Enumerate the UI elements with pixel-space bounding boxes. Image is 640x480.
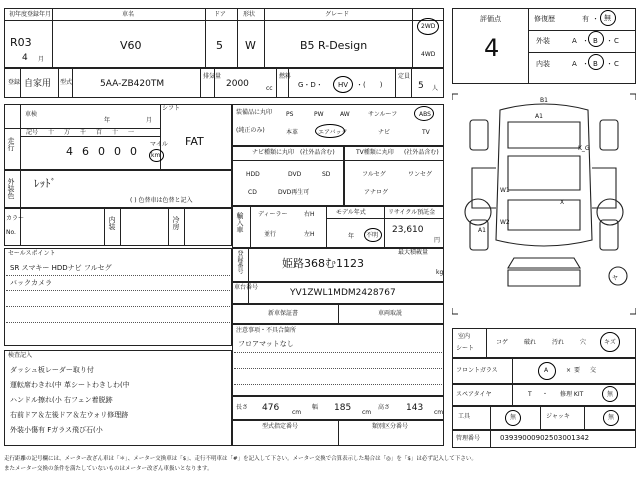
equip-item-1: PW [314,111,324,118]
equip-item-3: サンルーフ [368,111,398,118]
odo-digit-1: 6 [82,145,89,158]
ext-b: B [593,37,598,45]
glass-a: A [544,367,549,374]
footer-line-2: またメーター交換の条件を満たしていないものはメーター改ざん車扱いとなります。 [4,466,213,472]
tv-label: TV種類に丸印 [356,149,394,156]
cc-unit: cc [266,85,273,92]
dmg-ya: ヤ [612,275,619,282]
length-label: 長さ [236,404,249,411]
int-color-label: カラー [6,215,25,222]
int-label: 内装 [536,60,550,68]
width-label: 幅 [312,404,319,411]
plate-label: 登録番号 [236,250,243,274]
glass-exch: 要 [574,367,581,374]
odo-hdr-0: 十 [48,129,55,136]
shape: W [245,39,256,52]
rep-none: 無 [604,14,611,22]
int-c: C [614,60,619,68]
type-designation: 型式指定番号 [262,423,299,430]
navi-item-3: CD [248,189,257,196]
parallel: 並行 [264,231,277,238]
width-cm: cm [362,409,372,416]
inspector-line-2: 運転席わきれ(中 革シートわきしわ(中 [10,381,130,389]
grade: B5 R-Design [300,39,368,52]
auction-sheet: 初年度登録年月 車名 ドア 形状 グレード R03 4 月 V60 5 W B5 R-Design 2WD 4WD 登録 自家用 型式 5AA-ZB420TM 排気量 2000 cc 燃料 G・D・ HV ・( ) 定員 5 人 評価点 4 修復歴 有 ・ 無 外装 A ・ B ・ C 内装 A ・ B ・ C 車検 年 月 シフト FAT 走行 記号 十 万 千 百 十 一 4 6 0 0 0 マイル km 外装色 ﾚｯﾄﾞ ( ) 色替車は色替と記入 カラー No. 内装 冷房 セールスポイント SR スマキー HDDナビ フルセグ バックカメラ 検査記入 ダッシュ板レーダー取り付 運転席わきれ(中 革シートわきしわ(中 ハンドル擦れ(小 右フェン着脱跡 右前ドア＆左後ドア＆左ウォリ修理跡 外装小傷有 Fガラス飛び石(小 装備品に丸印 (純正のみ) PS PW AW サンルーフ ABS 本革 エアバック ナビ TV ナビ種類に丸印 (社外品含む) TV種類に丸印 (社外品含む) HDD DVD SD CD DVD再生可 フルセグ ワンセグ アナログ 輸入車 ディーラー 右H 並行 左H モデル年式 年 不明 リサイクル預託金 23,610 円 登録番号 姫路368む1123 最大積載量 kg 車台番号 YV1ZWL1MDM2428767 新車保証書 車両取説 注意事項・不具合箇所 フロアマットなし 長さ 476 cm 幅 185 cm 高さ 143 cm 型式指定番号 類別区分番号 B1 A1 K_G W1 W2 A1 ヤ X 室内 シート コゲ 破れ 汚れ 穴 キズ フロントガラス A × 要 交 スペアタイヤ T ・ 修理 KIT 無 工具 無 ジャッキ 無 管理番号 03939000902503001342 走行距離の記号欄には、メーター改ざん車は「＊」、メーター交換車は「$」、走行不明車は「#」を記入して下さい。メーター交換で合算表示した場合は「◎」を「$」は必ず記入して下さい。 またメーター交換の条件を満たしていないものはメーター改ざん車扱いとなります。 [0,0,640,480]
int-label-v: 内装 [108,216,116,230]
model-year-unknown: 不明 [366,232,379,239]
dmg-b1: B1 [540,97,548,104]
dealer: ディーラー [258,211,288,218]
equip-item-7: ナビ [378,129,391,136]
dmg-x: X [560,199,565,206]
navi-label: ナビ種類に丸印 [252,149,295,156]
navi-item-0: HDD [246,171,260,178]
manage-number: 03939000902503001342 [500,434,590,442]
interior-label-2: シート [456,345,475,352]
glass-label: フロントガラス [456,367,498,374]
ext-label: 外装 [536,37,550,45]
ext-a: A [572,37,577,45]
height-label: 高さ [378,404,391,411]
int-color-box [4,208,232,246]
jack-label: ジャッキ [546,413,570,420]
disp-label: 排気量 [203,73,222,80]
dmg-a1-top: A1 [535,113,543,120]
interior-item-2: 汚れ [552,339,565,346]
spare-label: スペアタイヤ [456,391,492,398]
import-label: 輸入車 [236,212,244,233]
fuel-rest: ・( ) [356,81,383,89]
tv-item-0: フルセグ [362,171,386,178]
interior-item-4: キズ [604,339,616,346]
capacity: 5 [418,81,424,91]
tv-item-2: アナログ [364,189,389,196]
dmg-w2: W2 [500,219,510,226]
equip-item-2: AW [340,111,350,118]
mileage-label: 走行 [7,137,15,151]
equip-item-5: 本革 [286,129,299,136]
tv-note: (社外品含む) [404,149,439,156]
rhd: 右H [304,211,315,218]
chassis-number: YV1ZWL1MDM2428767 [290,288,396,298]
month: 4 [22,53,28,63]
int-color-no: No. [6,229,16,236]
dmg-kg: K_G [578,145,590,152]
jack-none: 無 [608,414,615,421]
footer-line-1: 走行距離の記号欄には、メーター改ざん車は「＊」、メーター交換車は「$」、走行不明車は「#」を記入して下さい。メーター交換で合算表示した場合は「◎」を「$」は必ず記入して下さい。 [4,456,477,462]
fuel-opts: G・D・ [298,81,323,89]
odo-hdr-2: 千 [80,129,87,136]
notes-value: フロアマットなし [238,340,294,348]
inspection-year-unit: 年 [104,117,111,124]
drive-2wd: 2WD [421,23,436,30]
warranty: 新車保証書 [268,310,299,317]
navi-note: (社外品含む) [300,149,335,156]
spare-kit: 修理 KIT [560,391,584,398]
length-cm: cm [292,409,302,416]
odo-digit-0: 4 [66,145,73,158]
car-name: V60 [120,39,142,52]
tools-label: 工具 [458,413,471,420]
odo-hdr-1: 万 [64,129,71,136]
odo-digit-2: 0 [98,145,105,158]
interior-label-1: 室内 [458,333,471,340]
car-name-label: 車名 [122,11,135,18]
model-year-unit: 年 [348,233,355,240]
sales-label: セールスポイント [8,250,56,257]
month-unit: 月 [38,56,45,63]
ext-c: C [614,37,619,45]
glass-swap: 交 [590,367,597,374]
dmg-a1-left: A1 [478,227,486,234]
inspection-label: 車検 [25,111,38,118]
color-note: ( ) 色替車は色替と記入 [130,197,193,204]
dmg-w1: W1 [500,187,510,194]
model-code: 5AA-ZB420TM [100,79,165,89]
cap-unit: 人 [432,85,439,92]
inspector-label: 検査記入 [8,352,33,359]
equip-item-6: エアバック [318,129,348,136]
manage-label: 管理番号 [456,435,481,442]
recycle-amount: 23,610 [392,225,424,235]
recycle-label: リサイクル預託金 [388,209,436,216]
inspector-line-4: 右前ドア＆左後ドア＆左ウォリ修理跡 [10,411,129,419]
score: 4 [484,34,500,62]
manual: 車両取説 [378,310,403,317]
model-year-label: モデル年式 [336,209,366,216]
model-label: 型式 [60,79,73,86]
fuel-hv: HV [338,81,349,89]
reg-year-label: 初年度登録年月 [9,11,52,18]
cap-label: 定員 [398,73,411,80]
sales-line-2: バックカメラ [10,279,52,287]
doors: 5 [216,39,223,52]
rep-yes: 有 [582,15,589,23]
kg: kg [436,269,444,276]
tv-item-1: ワンセグ [408,171,433,178]
equip-item-0: PS [286,111,294,118]
navi-item-4: DVD再生可 [278,189,310,196]
maxload-label: 最大積載量 [398,249,429,256]
navi-item-1: DVD [288,171,302,178]
glass-x: × [566,367,572,374]
shift-value: FAT [185,135,204,148]
height: 143 [406,403,424,413]
height-cm: cm [434,409,444,416]
plate-number: 姫路368む1123 [282,257,364,270]
interior-item-0: コゲ [496,339,509,346]
car-damage-diagram [452,90,636,318]
chassis-label: 車台番号 [234,284,259,291]
use-type: 自家用 [24,79,52,89]
era-year: R03 [10,36,32,49]
lhd: 左H [304,231,315,238]
door-label: ドア [214,11,226,18]
score-label: 評価点 [480,15,501,23]
mile-label: マイル [150,141,168,148]
shift-label: シフト [162,105,181,112]
interior-item-3: 穴 [580,339,587,346]
equipment-note: (純正のみ) [236,127,265,134]
spare-none: 無 [607,391,614,398]
km-label: km [151,152,161,159]
inspector-line-1: ダッシュ板レーダー取り付 [10,366,94,374]
equip-item-4: ABS [419,111,431,118]
grade-label: グレード [325,11,350,18]
mileage-sign-label: 記号 [26,129,39,136]
color-value: ﾚｯﾄﾞ [34,177,56,190]
spare-dot: ・ [542,391,549,398]
displacement: 2000 [226,79,249,89]
shape-label: 形状 [243,11,256,18]
reg-label: 登録 [8,79,21,86]
class-number: 類別区分番号 [372,423,409,430]
rep-label: 修復歴 [534,15,555,23]
int-b: B [593,60,598,68]
interior-item-1: 破れ [524,339,537,346]
notes-box [232,324,444,396]
odo-hdr-5: 一 [128,129,135,136]
cold-label: 冷房 [172,216,180,230]
width: 185 [334,403,352,413]
odo-digit-3: 0 [114,145,121,158]
int-a: A [572,60,577,68]
equip-item-8: TV [422,129,430,136]
color-label: 外装色 [7,178,15,199]
odo-digit-4: 0 [130,145,137,158]
odo-hdr-4: 十 [112,129,119,136]
navi-item-2: SD [322,171,331,178]
sales-box [4,248,232,346]
spare-t: T [528,391,532,398]
sales-line-1: SR スマキー HDDナビ フルセグ [10,264,112,272]
inspection-month-unit: 月 [146,117,153,124]
equipment-label: 装備品に丸印 [236,109,273,116]
fuel-label: 燃料 [279,73,292,80]
drive-4wd: 4WD [421,51,436,58]
length: 476 [262,403,280,413]
yen: 円 [434,237,441,244]
inspector-line-5: 外装小傷有 Fガラス飛び石(小 [10,426,103,434]
inspector-line-3: ハンドル擦れ(小 右フェン着脱跡 [10,396,113,404]
notes-label: 注意事項・不具合箇所 [236,327,297,334]
odo-hdr-3: 百 [96,129,103,136]
tools-none: 無 [510,414,517,421]
